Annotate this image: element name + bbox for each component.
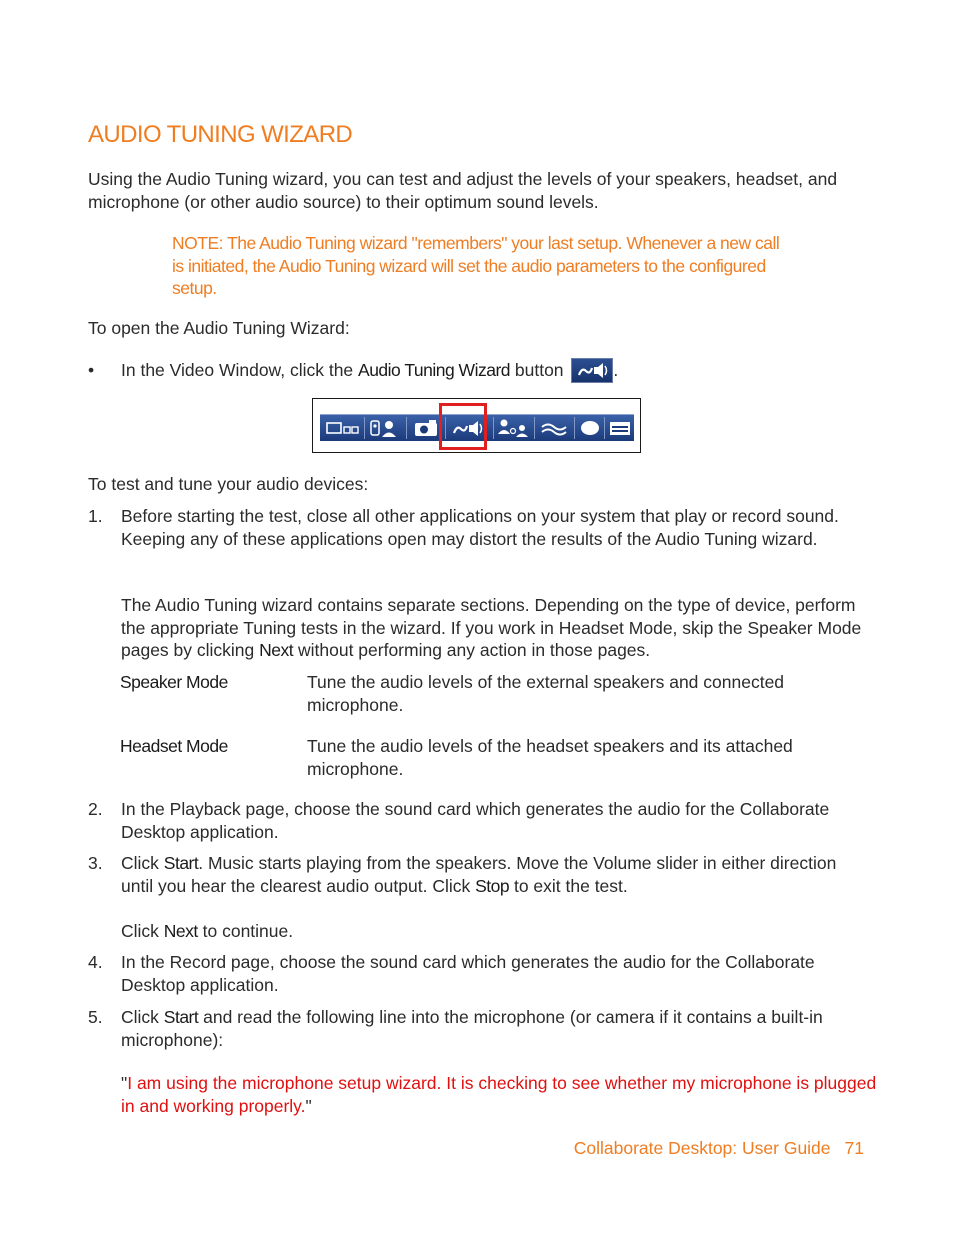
bullet-text-after: button — [510, 360, 564, 380]
audio-tuning-highlight-box — [439, 403, 487, 450]
audio-tuning-wizard-term: Audio Tuning Wizard — [358, 360, 511, 380]
note-callout: NOTE: The Audio Tuning wizard "remembers" your last setup. Whenever a new call is initiated, the Audio Tuning wizard will set the audio parameters to the configured setup. — [172, 233, 780, 298]
bullet-period: . — [613, 360, 619, 380]
toolbar-separator — [364, 417, 365, 439]
step-text-part: Click — [121, 853, 164, 873]
audio-tuning-icon — [572, 359, 612, 382]
step-text: Before starting the test, close all other applications on your system that play or record sound. Keeping any of these applications open may distort the results of the Audio Tuning wizard. — [121, 506, 839, 549]
step-text-part: . Music starts playing from the speakers. Move the Volume slider in either direction until you hear the clearest audio output. Click — [121, 853, 837, 896]
users-icon[interactable] — [496, 418, 532, 438]
open-instructions-label: To open the Audio Tuning Wizard: — [88, 318, 350, 338]
test-phrase-quote — [121, 1072, 881, 1117]
intro-paragraph: Using the Audio Tuning wizard, you can test and adjust the levels of your speakers, headset, and microphone (or other audio source) to their optimum sound levels. — [88, 169, 838, 212]
bullet-text-before: In the Video Window, click the — [121, 360, 359, 380]
wave-icon[interactable] — [538, 418, 572, 438]
bullet-item — [88, 358, 868, 383]
mode-row-speaker — [120, 671, 880, 716]
sections-text-end: without performing any action in those pages. — [293, 640, 651, 660]
step-number: 4. — [88, 952, 103, 972]
mode-description: Tune the audio levels of the external speakers and connected microphone. — [307, 672, 785, 715]
panel-icon[interactable] — [608, 418, 632, 438]
toolbar-separator — [493, 417, 494, 439]
mode-row-headset — [120, 735, 880, 780]
step-text: In the Record page, choose the sound card which generates the audio for the Collaborate Desktop application. — [121, 952, 815, 995]
quote-close-mark: " — [305, 1095, 312, 1116]
mode-description: Tune the audio levels of the headset speakers and its attached microphone. — [307, 736, 793, 779]
step-1 — [88, 505, 878, 573]
camera-icon[interactable] — [412, 418, 442, 438]
start-term: Start — [163, 1007, 199, 1027]
continue-text: Click — [121, 921, 164, 941]
audio-tuning-wizard-button[interactable] — [571, 358, 613, 383]
step-text — [121, 1006, 871, 1051]
mode-term: Headset Mode — [120, 736, 228, 756]
step-text-part: and read the following line into the microphone (or camera if it contains a built-in microphone): — [121, 1007, 823, 1050]
record-icon[interactable] — [578, 418, 602, 438]
footer-guide-title: Collaborate Desktop: User Guide — [573, 1138, 831, 1158]
start-term: Start — [163, 853, 199, 873]
sections-text: The Audio Tuning wizard contains separate sections. Depending on the type of device, perform the appropriate Tuning tests in the wizard. If you work in Headset Mode, skip the Speaker Mode pages by clicking — [121, 595, 862, 660]
step-number: 5. — [88, 1007, 103, 1027]
step-text-part: Click — [121, 1007, 164, 1027]
toolbar-separator — [574, 417, 575, 439]
step-number: 2. — [88, 799, 103, 819]
test-instructions-label: To test and tune your audio devices: — [88, 474, 369, 494]
step-text: In the Playback page, choose the sound card which generates the audio for the Collaborate Desktop application. — [121, 799, 830, 842]
toolbar-separator — [604, 417, 605, 439]
page-number: 71 — [844, 1138, 864, 1158]
layout-icon[interactable] — [326, 418, 360, 438]
page-footer — [574, 1137, 864, 1160]
step-5 — [88, 1006, 878, 1051]
next-term: Next — [163, 921, 198, 941]
toolbar-separator — [406, 417, 407, 439]
step-3 — [88, 852, 878, 897]
toolbar-separator — [534, 417, 535, 439]
step-2 — [88, 798, 878, 843]
participants-icon[interactable] — [368, 418, 402, 438]
sections-paragraph — [121, 594, 881, 662]
test-phrase-text: I am using the microphone setup wizard. It is checking to see whether my microphone is plugged in and working properly. — [121, 1073, 877, 1116]
video-window-toolbar-figure — [312, 398, 641, 453]
mode-term: Speaker Mode — [120, 672, 228, 692]
continue-text-end: to continue. — [197, 921, 294, 941]
continue-paragraph — [121, 920, 881, 943]
next-term: Next — [259, 640, 294, 660]
bullet-symbol: • — [88, 360, 95, 380]
step-text-part: to exit the test. — [509, 875, 628, 896]
page-title: AUDIO TUNING WIZARD — [88, 121, 353, 148]
stop-term: Stop — [475, 875, 510, 896]
step-number: 1. — [88, 506, 103, 526]
step-text — [121, 852, 871, 897]
step-4 — [88, 951, 878, 996]
quote-open-mark: " — [121, 1073, 128, 1093]
step-number: 3. — [88, 853, 103, 873]
